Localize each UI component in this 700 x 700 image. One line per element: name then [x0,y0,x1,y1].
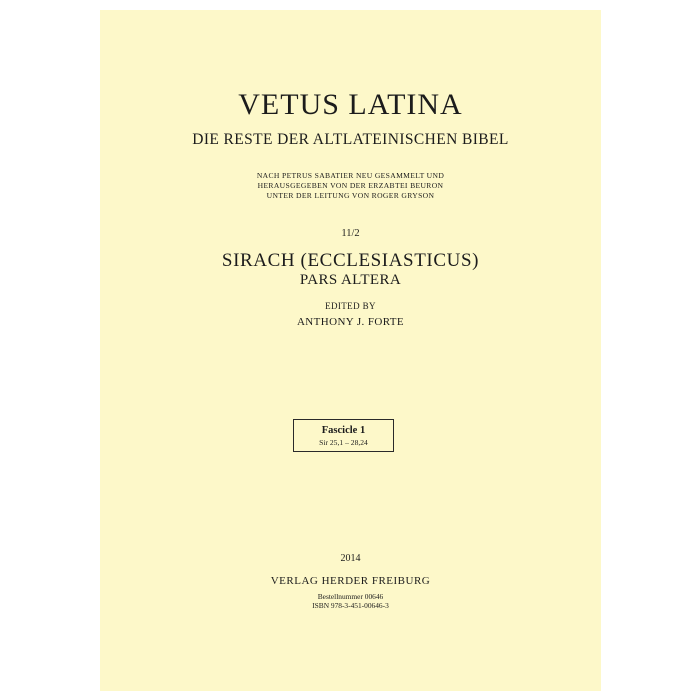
credit-line: UNTER DER LEITUNG VON ROGER GRYSON [266,191,435,200]
fascicle-box [293,419,394,452]
isbn: ISBN 978-3-451-00646-3 [312,601,389,610]
series-title: VETUS LATINA [238,88,463,121]
fascicle-range: Sir 25,1 – 28,24 [319,438,368,447]
fascicle-label: Fascicle 1 [321,425,366,436]
order-number: Bestellnummer 00646 [317,592,384,601]
series-subtitle: DIE RESTE DER ALTLATEINISCHEN BIBEL [192,131,509,148]
publisher-name: VERLAG HERDER FREIBURG [270,575,431,587]
publication-year: 2014 [340,553,361,564]
book-cover [100,10,601,691]
credit-line: NACH PETRUS SABATIER NEU GESAMMELT UND [256,171,445,180]
book-subtitle: PARS ALTERA [299,272,402,288]
volume-number: 11/2 [341,228,360,239]
edited-by-label: EDITED BY [325,301,376,311]
credit-line: HERAUSGEGEBEN VON DER ERZABTEI BEURON [257,181,444,190]
book-title: SIRACH (ECCLESIASTICUS) [221,250,480,271]
editor-name: ANTHONY J. FORTE [296,316,405,328]
